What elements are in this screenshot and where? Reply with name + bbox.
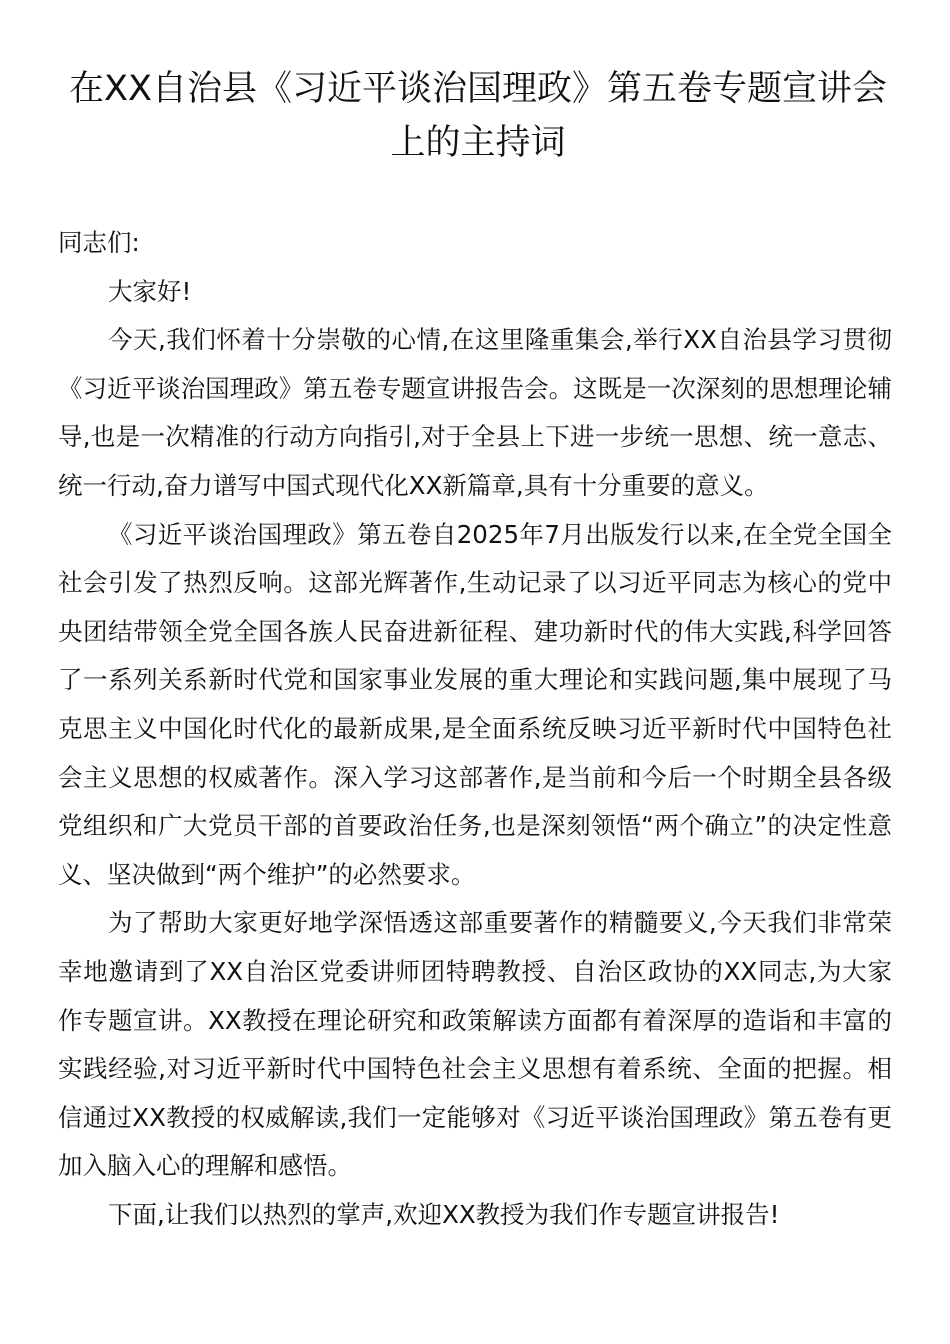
paragraph-opening: 今天,我们怀着十分崇敬的心情,在这里隆重集会,举行XX自治县学习贯彻《习近平谈治国理政》第五卷专题宣讲报告会。这既是一次深刻的思想理论辅导,也是一次精准的行动方向指引,对于全县上下进一步统一思想、统一意志、统一行动,奋力谱写中国式现代化XX新篇章,具有十分重要的意义。 [58, 325, 892, 500]
salutation: 同志们: [58, 228, 140, 257]
paragraph-closing: 下面,让我们以热烈的掌声,欢迎XX教授为我们作专题宣讲报告! [108, 1199, 780, 1229]
document-body [58, 219, 892, 1239]
paragraph-greeting: 大家好! [108, 276, 192, 306]
paragraph-speaker-introduction: 为了帮助大家更好地学深悟透这部重要著作的精髓要义,今天我们非常荣幸地邀请到了XX自治区党委讲师团特聘教授、自治区政协的XX同志,为大家作专题宣讲。XX教授在理论研究和政策解读方面都有着深厚的造诣和丰富的实践经验,对习近平新时代中国特色社会主义思想有着系统、全面的把握。相信通过XX教授的权威解读,我们一定能够对《习近平谈治国理政》第五卷有更加入脑入心的理解和感悟。 [58, 908, 892, 1181]
paragraph-book-introduction: 《习近平谈治国理政》第五卷自2025年7月出版发行以来,在全党全国全社会引发了热烈反响。这部光辉著作,生动记录了以习近平同志为核心的党中央团结带领全党全国各族人民奋进新征程、建功新时代的伟大实践,科学回答了一系列关系新时代党和国家事业发展的重大理论和实践问题,集中展现了马克思主义中国化时代化的最新成果,是全面系统反映习近平新时代中国特色社会主义思想的权威著作。深入学习这部著作,是当前和今后一个时期全县各级党组织和广大党员干部的首要政治任务,也是深刻领悟“两个确立”的决定性意义、坚决做到“两个维护”的必然要求。 [58, 519, 892, 889]
document-title: 在XX自治县《习近平谈治国理政》第五卷专题宣讲会上的主持词 [69, 69, 887, 163]
